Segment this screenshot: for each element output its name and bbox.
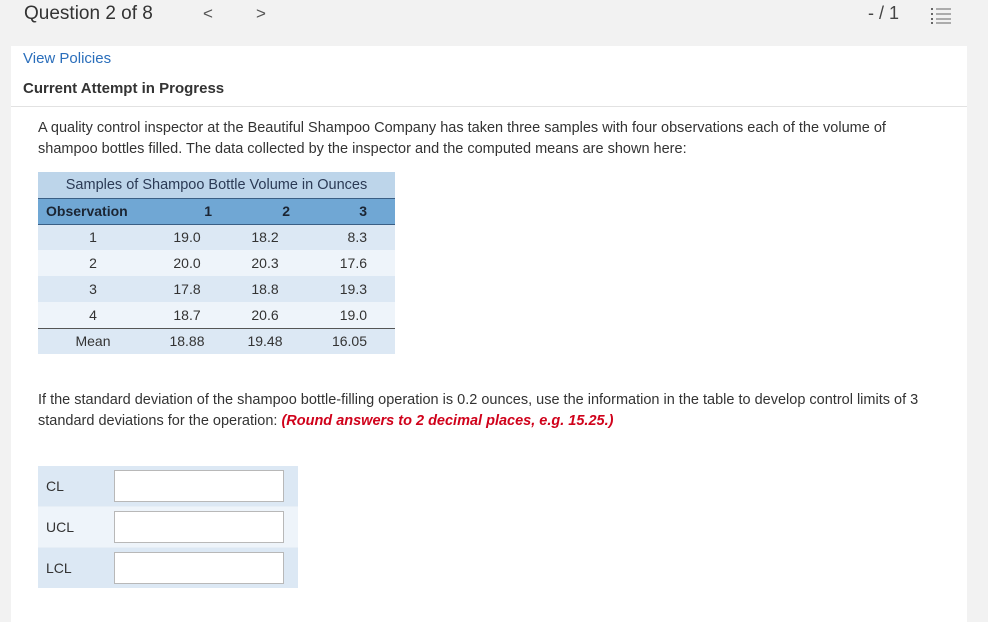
previous-question-button[interactable]: < <box>203 4 213 23</box>
table-header-row <box>38 198 395 224</box>
top-bar <box>0 0 988 46</box>
table-cell: 20.6 <box>226 302 304 328</box>
table-row <box>38 302 395 328</box>
table-cell: 19.3 <box>304 276 395 302</box>
table-cell: 19.0 <box>304 302 395 328</box>
table-caption: Samples of Shampoo Bottle Volume in Ounces <box>38 172 395 198</box>
score-display: - / 1 <box>868 3 900 23</box>
view-policies-link[interactable]: View Policies <box>23 50 112 67</box>
mean-cell: 19.48 <box>226 328 304 354</box>
prompt-text: If the standard deviation of the shampoo bottle-filling operation is 0.2 ounces, use the information in the table to develop control limits of 3 standard deviations for the operation: <box>38 392 919 429</box>
table-cell: 8.3 <box>304 224 395 250</box>
rounding-hint: (Round answers to 2 decimal places, e.g. 15.25.) <box>281 413 614 429</box>
table-cell: 4 <box>38 302 148 328</box>
ucl-label: UCL <box>46 519 75 535</box>
table-cell: 20.0 <box>148 250 226 276</box>
table-cell: 2 <box>38 250 148 276</box>
answer-row-lcl <box>38 548 298 588</box>
table-cell: 1 <box>38 224 148 250</box>
table-row <box>38 276 395 302</box>
data-table <box>38 172 395 354</box>
mean-cell: 18.88 <box>148 328 226 354</box>
answer-row-cl <box>38 466 298 506</box>
table-cell: 18.7 <box>148 302 226 328</box>
lcl-input[interactable] <box>114 552 284 584</box>
table-row <box>38 224 395 250</box>
question-panel <box>11 46 967 622</box>
question-intro: A quality control inspector at the Beautiful Shampoo Company has taken three samples with four observations each of the volume of shampoo bottles filled. The data collected by the inspector and the computed means are shown here: <box>38 120 886 157</box>
question-counter: Question 2 of 8 <box>24 3 153 24</box>
question-prompt <box>38 390 948 432</box>
answer-row-ucl <box>38 507 298 547</box>
question-list-icon[interactable] <box>931 7 951 25</box>
table-cell: 17.6 <box>304 250 395 276</box>
table-cell: 3 <box>38 276 148 302</box>
next-question-button[interactable]: > <box>256 4 266 23</box>
cl-input[interactable] <box>114 470 284 502</box>
cl-label: CL <box>46 478 64 494</box>
table-cell: 18.8 <box>226 276 304 302</box>
divider <box>11 106 967 107</box>
table-row <box>38 250 395 276</box>
table-cell: 19.0 <box>148 224 226 250</box>
table-cell: 20.3 <box>226 250 304 276</box>
attempt-status: Current Attempt in Progress <box>23 80 225 97</box>
header-observation: Observation <box>38 198 148 224</box>
table-cell: 18.2 <box>226 224 304 250</box>
mean-label: Mean <box>38 328 148 354</box>
mean-cell: 16.05 <box>304 328 395 354</box>
header-sample-2: 2 <box>226 198 304 224</box>
header-sample-1: 1 <box>148 198 226 224</box>
header-sample-3: 3 <box>304 198 395 224</box>
lcl-label: LCL <box>46 560 72 576</box>
ucl-input[interactable] <box>114 511 284 543</box>
table-cell: 17.8 <box>148 276 226 302</box>
answer-grid <box>38 466 298 588</box>
mean-row <box>38 328 395 354</box>
